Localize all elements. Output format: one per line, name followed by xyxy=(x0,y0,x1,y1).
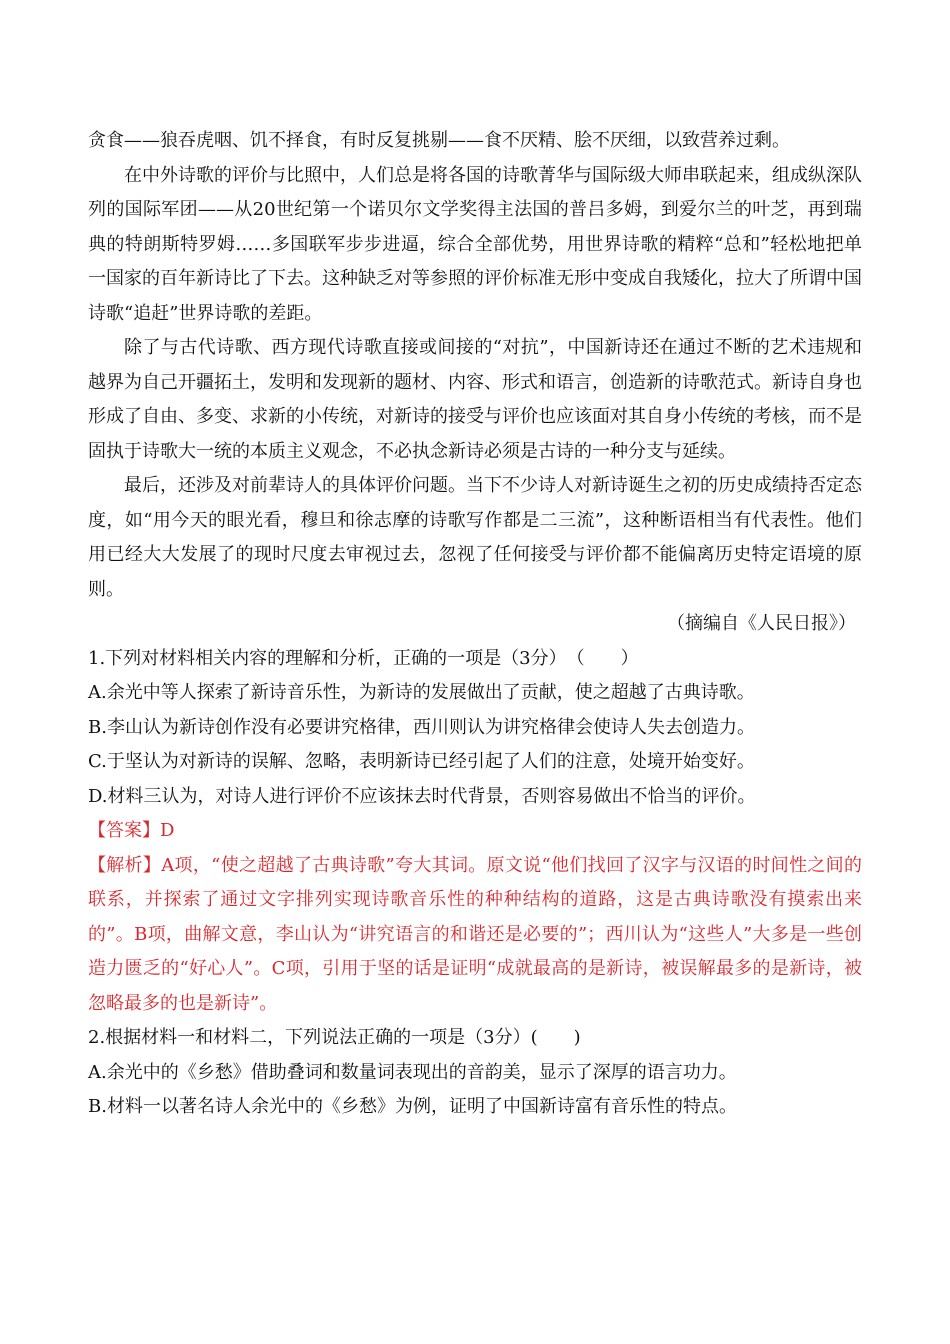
question-1-option-c: C.于坚认为对新诗的误解、忽略，表明新诗已经引起了人们的注意，处境开始变好。 xyxy=(88,751,755,772)
source-citation: （摘编自《人民日报》） xyxy=(667,613,856,634)
question-2-option-b: B.材料一以著名诗人余光中的《乡愁》为例，证明了中国新诗富有音乐性的特点。 xyxy=(88,1096,737,1117)
question-1-answer xyxy=(88,814,862,849)
body-paragraph-2: 在中外诗歌的评价与比照中，人们总是将各国的诗歌菁华与国际级大师串联起来，组成纵深队列的国际军团——从20世纪第一个诺贝尔文学奖得主法国的普吕多姆，到爱尔兰的叶芝，再到瑞典的特朗斯特罗姆……多国联军步步进逼，综合全部优势，用世界诗歌的精粹“总和”轻松地把单一国家的百年新诗比了下去。这种缺乏对等参照的评价标准无形中变成自我矮化，拉大了所谓中国诗歌“追赶”世界诗歌的差距。 xyxy=(88,164,862,324)
question-2-stem: 2.根据材料一和材料二，下列说法正确的一项是（3分）( ) xyxy=(88,1027,581,1048)
answer-label: 【答案】 xyxy=(88,820,160,841)
question-1-option-d: D.材料三认为，对诗人进行评价不应该抹去时代背景，否则容易做出不恰当的评价。 xyxy=(88,785,756,807)
question-1-option-b: B.李山认为新诗创作没有必要讲究格律，西川则认为讲究格律会使诗人失去创造力。 xyxy=(88,716,755,738)
body-paragraph-4: 最后，还涉及对前辈诗人的具体评价问题。当下不少诗人对新诗诞生之初的历史成绩持否定态度，如“用今天的眼光看，穆旦和徐志摩的诗歌写作都是二三流”，这种断语相当有代表性。他们用已经大大发展了的现时尺度去审视过去，忽视了任何接受与评价都不能偏离历史特定语境的原则。 xyxy=(88,475,862,600)
analysis-label: 【解析】 xyxy=(88,854,162,876)
analysis-text: A项，“使之超越了古典诗歌”夸大其词。原文说“他们找回了汉字与汉语的时间性之间的联系，并探索了通过文字排列实现诗歌音乐性的种种结构的道路，这是古典诗歌没有摸索出来的”。B项，曲解文意，李山认为“讲究语言的和谐还是必要的”；西川认为“这些人”大多是一些创造力匮乏的“好心人”。C项，引用于坚的话是证明“成就最高的是新诗，被误解最多的是新诗，被忽略最多的也是新诗”。 xyxy=(88,854,862,1014)
body-line-1: 贪食——狼吞虎咽、饥不择食，有时反复挑剔——食不厌精、脍不厌细，以致营养过剩。 xyxy=(88,130,790,151)
question-1-option-a: A.余光中等人探索了新诗音乐性，为新诗的发展做出了贡献，使之超越了古典诗歌。 xyxy=(88,682,755,703)
body-paragraph-3: 除了与古代诗歌、西方现代诗歌直接或间接的“对抗”，中国新诗还在通过不断的艺术违规和越界为自己开疆拓土，发明和发现新的题材、内容、形式和语言，创造新的诗歌范式。新诗自身也形成了自由、多变、求新的小传统，对新诗的接受与评价也应该面对其自身小传统的考核，而不是固执于诗歌大一统的本质主义观念，不必执念新诗必须是古诗的一种分支与延续。 xyxy=(88,337,862,462)
question-2-option-a: A.余光中的《乡愁》借助叠词和数量词表现出的音韵美，显示了深厚的语言功力。 xyxy=(88,1061,737,1083)
question-1-stem: 1.下列对材料相关内容的理解和分析，正确的一项是（3分） （ ） xyxy=(88,647,639,669)
question-1-analysis xyxy=(88,849,862,1022)
answer-value: D xyxy=(160,820,175,841)
